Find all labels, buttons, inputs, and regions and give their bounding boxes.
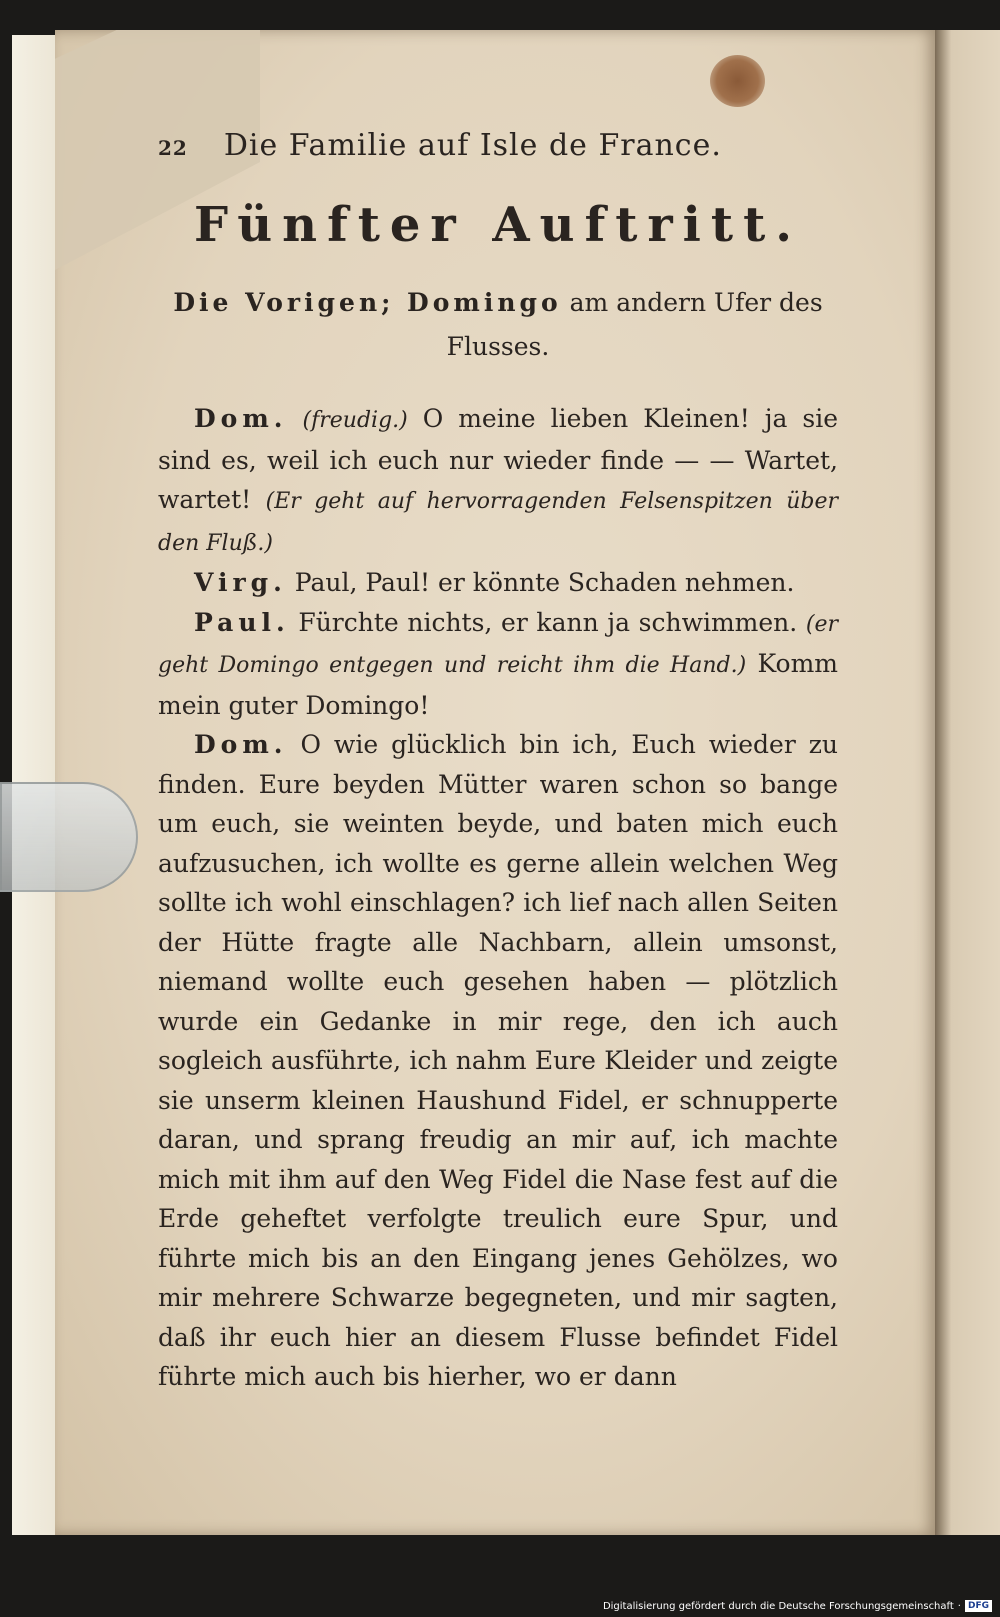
paper-stain: [710, 55, 765, 107]
speech-text: O meine lieben Kleinen! ja sie sind es, weil ich euch nur wieder finde — — Wartet, wartet!: [158, 404, 839, 514]
dialogue-entry: [158, 399, 838, 563]
speaker-name: Paul.: [194, 607, 290, 637]
speech-text: Komm mein guter Domingo!: [158, 649, 838, 720]
credit-text: Digitalisierung gefördert durch die Deutsche Forschungsgemeinschaft: [602, 1600, 954, 1612]
page-text: [158, 128, 838, 1397]
stage-direction-inline: (Er geht auf hervorragenden Felsenspitzen über den Fluß.): [158, 489, 838, 556]
stage-direction-inline: (freudig.): [302, 408, 408, 433]
dialogue-entry: [158, 725, 838, 1397]
running-header: [158, 128, 838, 163]
page-number: 22: [158, 136, 188, 160]
speaker-name: Virg.: [194, 568, 287, 597]
stage-place: am andern Ufer des Flusses.: [446, 288, 823, 361]
stage-characters: Die Vorigen; Domingo: [173, 288, 562, 317]
speech-text: Fürchte nichts, er kann ja schwimmen.: [298, 607, 798, 637]
digitization-credit: Digitalisierung gefördert durch die Deutsche Forschungsgemeinschaft · DFG: [603, 1600, 992, 1612]
speech-text: Paul, Paul! er könnte Schaden nehmen.: [294, 568, 795, 597]
speaker-name: Dom.: [194, 404, 288, 433]
scene-title: Fünfter Auftritt.: [194, 197, 802, 253]
dfg-logo-icon: DFG: [965, 1600, 992, 1612]
speaker-name: Dom.: [194, 730, 288, 759]
running-title: Die Familie auf Isle de France.: [223, 128, 722, 163]
stage-direction-inline: (er geht Domingo entgegen und reicht ihm die Hand.): [158, 611, 838, 678]
dialogue-entry: [158, 563, 838, 603]
facing-page-edge: [935, 30, 1000, 1535]
speech-text: O wie glücklich bin ich, Euch wieder zu finden. Eure beyden Mütter waren schon so bange um euch, sie weinten beyde, und baten mich euch aufzusuchen, ich wollte es gerne allein welchen Weg sollte ich wohl einschlagen? ich lief nach allen Seiten der Hütte fragte alle Nachbarn, allein umsonst, niemand wollte euch gesehen haben — plötzlich wurde ein Gedanke in mir rege, den ich auch sogleich ausführte, ich nahm Eure Kleider und zeigte sie unserm kleinen Haushund Fidel, er schnupperte daran, und sprang freudig an mir auf, ich machte mich mit ihm auf den Weg Fidel die Nase fest auf die Erde geheftet verfolgte treulich eure Spur, und führte mich bis an den Eingang jenes Gehölzes, wo mir mehrere Schwarze begegneten, und mir sagten, daß ihr euch hier an diesem Flusse befindet Fidel führte mich auch bis hierher, wo er dann: [158, 730, 839, 1391]
stage-direction: [158, 281, 838, 369]
page-clip: [0, 782, 138, 892]
dialogue-entry: [158, 603, 838, 726]
